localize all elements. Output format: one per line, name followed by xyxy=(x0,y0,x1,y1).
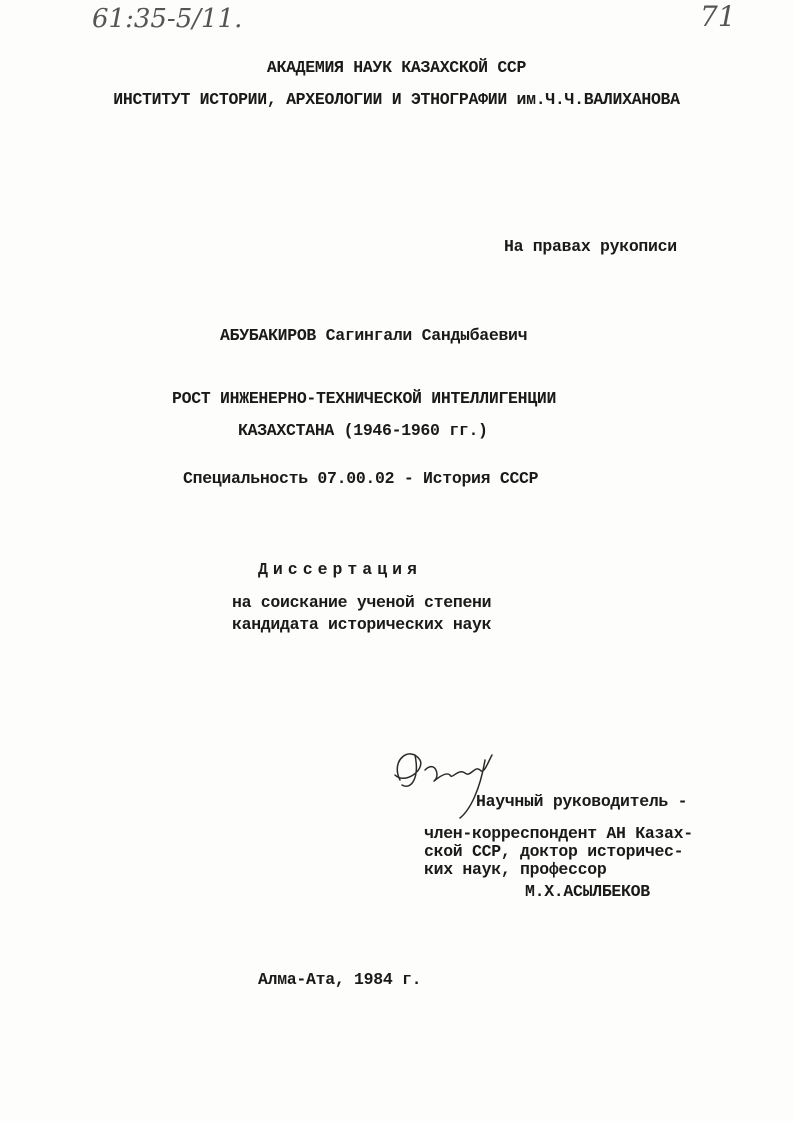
dissertation-line-1: на соискание ученой степени xyxy=(232,593,492,612)
supervisor-line-1: Научный руководитель - xyxy=(476,792,688,811)
supervisor-line-4: ких наук, профессор xyxy=(424,860,607,879)
institute-name: ИНСТИТУТ ИСТОРИИ, АРХЕОЛОГИИ И ЭТНОГРАФИИ им.Ч.Ч.ВАЛИХАНОВА xyxy=(113,90,680,109)
supervisor-line-3: ской ССР, доктор историчес- xyxy=(424,842,684,861)
dissertation-heading: Диссертация xyxy=(258,560,422,579)
manuscript-rights: На правах рукописи xyxy=(504,237,677,256)
archive-note-left: 61:35-5/11. xyxy=(92,4,243,34)
archive-note-right: 71 xyxy=(700,0,736,33)
place-date: Алма-Ата, 1984 г. xyxy=(258,970,422,989)
title-line-1: РОСТ ИНЖЕНЕРНО-ТЕХНИЧЕСКОЙ ИНТЕЛЛИГЕНЦИИ xyxy=(172,389,557,408)
supervisor-line-2: член-корреспондент АН Казах- xyxy=(424,824,693,843)
title-line-2: КАЗАХСТАНА (1946-1960 гг.) xyxy=(238,421,488,440)
supervisor-name: М.Х.АСЫЛБЕКОВ xyxy=(525,882,650,901)
dissertation-line-2: кандидата исторических наук xyxy=(232,615,492,634)
author-name: АБУБАКИРОВ Сагингали Сандыбаевич xyxy=(220,326,528,345)
specialty: Специальность 07.00.02 - История СССР xyxy=(183,469,539,488)
academy-name: АКАДЕМИЯ НАУК КАЗАХСКОЙ ССР xyxy=(266,58,527,77)
